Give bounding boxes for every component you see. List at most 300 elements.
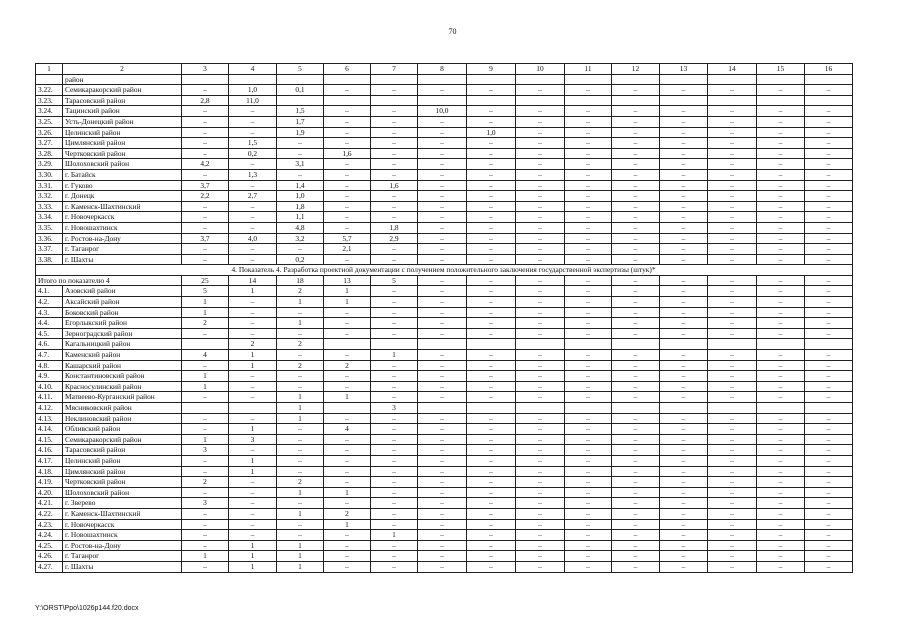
value-cell: – [182,169,229,180]
value-cell: – [467,381,516,392]
value-cell: – [708,85,757,96]
value-cell: – [805,466,853,477]
value-cell: – [516,413,565,424]
value-cell: 1,7 [277,116,324,127]
total-value: 5 [371,275,418,286]
table-row [36,508,853,519]
table-row [36,360,853,371]
value-cell: 1 [229,551,277,562]
value-cell: – [612,477,660,488]
value-cell: – [805,540,853,551]
value-cell: – [565,222,612,233]
value-cell [612,403,660,414]
value-cell: – [324,455,371,466]
value-cell: – [565,487,612,498]
value-cell: – [516,519,565,530]
empty-cell [36,74,63,85]
value-cell: – [418,148,467,159]
value-cell: – [516,371,565,382]
value-cell: – [371,381,418,392]
value-cell: – [418,169,467,180]
value-cell: – [660,201,708,212]
table-row [36,328,853,339]
row-number: 3.24. [36,106,63,117]
value-cell: 11,0 [229,95,277,106]
value-cell: – [708,297,757,308]
territory-name: Шолоховский район [63,487,182,498]
value-cell: – [757,561,805,572]
value-cell: – [182,530,229,541]
value-cell: – [467,392,516,403]
value-cell: 4,2 [182,159,229,170]
value-cell: – [612,116,660,127]
value-cell: – [229,307,277,318]
table-row [36,477,853,488]
value-cell: – [660,508,708,519]
empty-cell [565,74,612,85]
value-cell: – [371,508,418,519]
empty-cell [229,74,277,85]
territory-name: г. Каменск-Шахтинский [63,201,182,212]
value-cell: – [371,477,418,488]
row-number: 3.38. [36,254,63,265]
value-cell: – [612,392,660,403]
value-cell [565,403,612,414]
value-cell: – [516,127,565,138]
value-cell: – [324,169,371,180]
row-number: 4.24. [36,530,63,541]
value-cell: – [516,392,565,403]
value-cell: – [182,116,229,127]
table-row [36,95,853,106]
value-cell: 1 [277,403,324,414]
value-cell: 3,2 [277,233,324,244]
value-cell: – [805,424,853,435]
territory-name: Неклиновский район [63,413,182,424]
value-cell: – [805,318,853,329]
total-value: – [805,275,853,286]
value-cell: – [516,455,565,466]
value-cell: – [371,254,418,265]
value-cell: – [708,519,757,530]
table-row [36,413,853,424]
value-cell: – [324,127,371,138]
total-row [36,275,853,286]
territory-name: Семикаракорский район [63,85,182,96]
table-row [36,561,853,572]
row-number: 3.37. [36,244,63,255]
value-cell: – [805,392,853,403]
value-cell: – [708,328,757,339]
territory-name: г. Новошахтинск [63,530,182,541]
value-cell: – [757,551,805,562]
value-cell: – [324,561,371,572]
value-cell: 1 [229,286,277,297]
value-cell: – [182,244,229,255]
value-cell: – [324,328,371,339]
row-number: 4.23. [36,519,63,530]
value-cell: – [708,254,757,265]
value-cell: – [182,519,229,530]
value-cell: – [660,254,708,265]
value-cell: – [324,201,371,212]
value-cell: – [277,169,324,180]
value-cell: 2,9 [371,233,418,244]
territory-name: Семикаракорский район [63,434,182,445]
table-row [36,498,853,509]
value-cell: – [229,106,277,117]
value-cell: – [660,85,708,96]
value-cell: – [757,191,805,202]
value-cell: – [467,148,516,159]
value-cell: – [565,530,612,541]
value-cell [565,95,612,106]
value-cell: – [229,445,277,456]
value-cell: – [467,116,516,127]
value-cell: – [467,318,516,329]
value-cell: 1,8 [371,222,418,233]
value-cell: – [565,169,612,180]
value-cell: – [612,360,660,371]
table-row [36,222,853,233]
value-cell: – [708,424,757,435]
value-cell: – [229,180,277,191]
row-number: 4.6. [36,339,63,350]
value-cell: – [467,360,516,371]
value-cell: 10,0 [418,106,467,117]
value-cell: – [182,392,229,403]
table-row [36,445,853,456]
value-cell: – [757,360,805,371]
value-cell: 2 [182,477,229,488]
value-cell: – [612,466,660,477]
table-row [36,169,853,180]
value-cell: – [565,148,612,159]
value-cell: – [565,466,612,477]
territory-name: Азовский район [63,286,182,297]
value-cell: – [565,307,612,318]
value-cell: 1,1 [277,212,324,223]
column-header: 12 [612,64,660,75]
empty-cell [516,74,565,85]
value-cell: – [277,328,324,339]
total-value: – [565,275,612,286]
value-cell: – [805,487,853,498]
row-number: 3.26. [36,127,63,138]
value-cell: – [708,455,757,466]
value-cell: – [229,413,277,424]
value-cell: – [757,508,805,519]
table-row [36,487,853,498]
value-cell: – [418,307,467,318]
value-cell: – [708,392,757,403]
value-cell: – [516,85,565,96]
row-number: 3.33. [36,201,63,212]
territory-name: Чертковский район [63,477,182,488]
value-cell: – [467,350,516,361]
value-cell: – [565,106,612,117]
table-row [36,212,853,223]
value-cell: 3 [182,445,229,456]
value-cell: – [324,551,371,562]
value-cell: – [612,350,660,361]
value-cell: – [418,434,467,445]
value-cell: 1 [229,540,277,551]
value-cell: 3 [182,498,229,509]
table-row [36,519,853,530]
value-cell: – [708,138,757,149]
value-cell: – [660,318,708,329]
table-row [36,191,853,202]
value-cell: – [805,159,853,170]
value-cell: 1 [277,551,324,562]
value-cell: 2,1 [324,244,371,255]
value-cell [182,339,229,350]
territory-name: г. Гуково [63,180,182,191]
value-cell: – [757,392,805,403]
value-cell: – [708,561,757,572]
value-cell: – [418,254,467,265]
value-cell: – [660,307,708,318]
column-header: 5 [277,64,324,75]
value-cell: – [229,519,277,530]
value-cell: – [371,328,418,339]
territory-name: Шолоховский район [63,159,182,170]
value-cell: – [467,106,516,117]
value-cell: – [757,371,805,382]
table-row [36,350,853,361]
column-header: 9 [467,64,516,75]
value-cell [418,339,467,350]
value-cell [182,403,229,414]
value-cell: – [660,540,708,551]
value-cell: – [805,191,853,202]
value-cell: – [418,371,467,382]
value-cell: – [182,466,229,477]
value-cell: – [418,191,467,202]
value-cell: 2 [277,286,324,297]
value-cell: – [612,445,660,456]
value-cell: – [565,116,612,127]
value-cell: – [371,487,418,498]
value-cell: – [324,413,371,424]
table-row [36,297,853,308]
table-row [36,254,853,265]
value-cell: – [467,477,516,488]
column-header: 13 [660,64,708,75]
value-cell: – [805,169,853,180]
value-cell: – [418,530,467,541]
value-cell: 2 [229,339,277,350]
column-header: 11 [565,64,612,75]
value-cell: 2,2 [182,191,229,202]
value-cell: 1 [277,392,324,403]
empty-cell [612,74,660,85]
value-cell: – [467,212,516,223]
value-cell: – [229,318,277,329]
empty-cell [660,74,708,85]
value-cell: – [418,392,467,403]
page-number: 70 [448,27,457,36]
row-number: 4.16. [36,445,63,456]
value-cell: – [757,127,805,138]
territory-name: Усть-Донецкий район [63,116,182,127]
total-value: 18 [277,275,324,286]
value-cell: – [371,540,418,551]
value-cell: – [516,159,565,170]
value-cell: 1 [229,350,277,361]
value-cell: – [418,360,467,371]
value-cell [418,95,467,106]
value-cell: 0,2 [277,254,324,265]
value-cell: – [516,286,565,297]
value-cell: – [229,328,277,339]
value-cell: – [660,127,708,138]
value-cell: – [757,455,805,466]
value-cell: – [467,530,516,541]
section-title: 4. Показатель 4. Разработка проектной документации с получением положительного заключения государственной экспертизы (штук)* [36,265,853,276]
value-cell: – [612,530,660,541]
value-cell: – [467,85,516,96]
value-cell [708,95,757,106]
value-cell: – [757,106,805,117]
value-cell: – [277,530,324,541]
value-cell: – [612,127,660,138]
value-cell: – [708,159,757,170]
value-cell: – [660,561,708,572]
value-cell [757,403,805,414]
value-cell: – [757,297,805,308]
value-cell: – [516,254,565,265]
row-number: 3.29. [36,159,63,170]
value-cell: – [612,201,660,212]
column-header: 8 [418,64,467,75]
value-cell: – [612,328,660,339]
value-cell: – [277,350,324,361]
value-cell: – [612,434,660,445]
value-cell [805,95,853,106]
value-cell: – [277,424,324,435]
territory-name: г. Донецк [63,191,182,202]
value-cell: – [467,191,516,202]
row-number: 4.22. [36,508,63,519]
value-cell: – [371,551,418,562]
value-cell: – [708,106,757,117]
row-number: 4.11. [36,392,63,403]
value-cell: – [805,254,853,265]
row-number: 3.28. [36,148,63,159]
value-cell: 1 [229,360,277,371]
territory-name: Зерноградский район [63,328,182,339]
table-row [36,424,853,435]
value-cell: – [660,530,708,541]
value-cell: – [229,212,277,223]
value-cell: – [229,254,277,265]
value-cell [612,339,660,350]
value-cell: – [805,201,853,212]
value-cell: – [418,201,467,212]
value-cell: – [757,413,805,424]
territory-name: Цимлянский район [63,138,182,149]
value-cell: – [467,445,516,456]
value-cell: – [805,233,853,244]
value-cell: – [324,222,371,233]
value-cell: – [324,381,371,392]
value-cell: 1 [182,371,229,382]
value-cell: – [805,371,853,382]
value-cell: – [418,318,467,329]
value-cell: – [371,455,418,466]
row-number: 3.27. [36,138,63,149]
value-cell: – [229,201,277,212]
value-cell: – [516,201,565,212]
value-cell: – [660,350,708,361]
value-cell: – [371,201,418,212]
value-cell: 2 [324,360,371,371]
value-cell: – [418,350,467,361]
territory-name: Кашарский район [63,360,182,371]
value-cell: – [371,413,418,424]
value-cell: 2,8 [182,95,229,106]
value-cell: – [565,371,612,382]
value-cell: – [757,138,805,149]
value-cell: – [516,498,565,509]
value-cell: – [708,244,757,255]
territory-name: Целинский район [63,455,182,466]
value-cell: 5,7 [324,233,371,244]
value-cell: – [277,371,324,382]
value-cell: – [277,434,324,445]
territory-name: Цимлянский район [63,466,182,477]
value-cell: – [565,212,612,223]
value-cell: 4 [182,350,229,361]
value-cell [757,339,805,350]
value-cell: – [612,212,660,223]
table-row [36,466,853,477]
value-cell: – [277,307,324,318]
value-cell: – [418,85,467,96]
row-number: 4.9. [36,371,63,382]
value-cell: – [757,318,805,329]
value-cell: 1 [182,307,229,318]
value-cell: – [418,381,467,392]
value-cell: – [418,244,467,255]
territory-name: г. Зверево [63,498,182,509]
value-cell: 3 [371,403,418,414]
value-cell [612,95,660,106]
value-cell: – [371,116,418,127]
value-cell: – [757,116,805,127]
value-cell: 1 [324,519,371,530]
value-cell: – [516,477,565,488]
value-cell: – [516,212,565,223]
empty-cell [182,74,229,85]
value-cell: – [660,519,708,530]
value-cell: – [708,413,757,424]
value-cell: – [565,434,612,445]
value-cell: – [277,455,324,466]
table-row [36,127,853,138]
empty-cell [324,74,371,85]
row-number: 4.19. [36,477,63,488]
column-header: 10 [516,64,565,75]
value-cell [660,339,708,350]
value-cell: – [516,445,565,456]
value-cell: – [660,498,708,509]
territory-name: г. Новочеркасск [63,212,182,223]
value-cell: – [565,286,612,297]
value-cell: – [182,85,229,96]
